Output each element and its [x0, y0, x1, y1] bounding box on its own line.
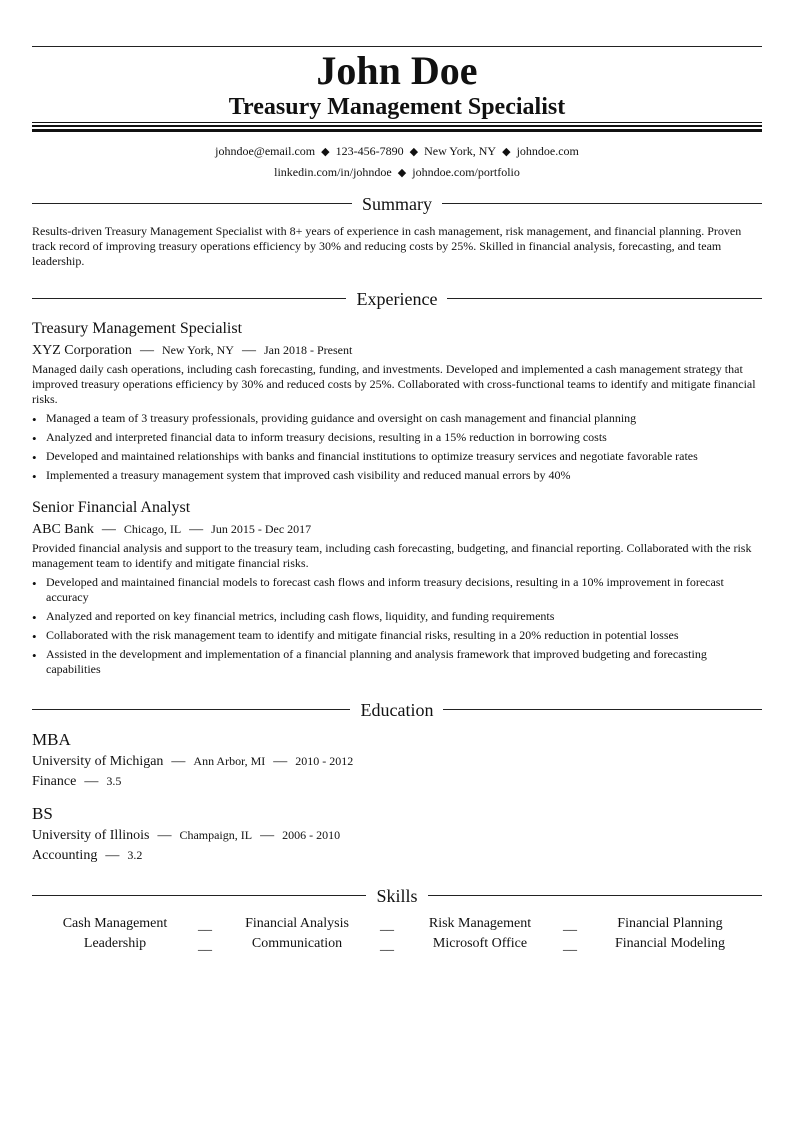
- job-title: Senior Financial Analyst: [32, 499, 191, 516]
- school-line: [32, 752, 353, 771]
- school-dates: 2010 - 2012: [295, 754, 354, 768]
- dash-separator: —: [171, 754, 186, 769]
- section-title: Summary: [352, 194, 442, 214]
- list-item: • Collaborated with the risk management team to identify and mitigate financial risks, resulting in a 20% reduction in potential losses: [32, 628, 762, 643]
- list-item: • Analyzed and interpreted financial data to inform treasury decisions, resulting in a 15% reduction in borrowing costs: [32, 430, 762, 445]
- school-line: [32, 826, 340, 845]
- dash-separator: —: [139, 343, 154, 358]
- phone-number[interactable]: 123-456-7890: [335, 144, 404, 158]
- skill-item: Risk Management: [428, 916, 532, 931]
- list-item: • Analyzed and reported on key financial metrics, including cash flows, liquidity, and funding requirements: [32, 609, 762, 624]
- summary-text: Results-driven Treasury Management Specialist with 8+ years of experience in cash management, risk management, and financial planning. Proven track record of improving treasury operations efficiency by 30% and reducing costs by 25%. Skilled in financial analysis, forecasting, and team leadership.: [32, 224, 742, 268]
- skill-item: Financial Analysis: [245, 916, 349, 931]
- dash-separator: —: [101, 522, 116, 537]
- skills-section-heading: [32, 885, 762, 907]
- skill-separator: __: [563, 938, 577, 953]
- dash-separator: —: [105, 848, 120, 863]
- skills-row: [32, 915, 762, 935]
- dash-separator: —: [241, 343, 256, 358]
- degree: MBA: [32, 730, 71, 749]
- list-item: • Implemented a treasury management system that improved cash visibility and reduced manual errors by 40%: [32, 468, 762, 483]
- diamond-separator-icon: ◆: [409, 146, 419, 158]
- experience-section-heading: [32, 288, 762, 310]
- school-location: Ann Arbor, MI: [193, 754, 266, 768]
- company-name: ABC Bank: [32, 522, 94, 537]
- gpa: 3.2: [127, 848, 143, 862]
- education-section-heading: [32, 699, 762, 721]
- diamond-separator-icon: ◆: [321, 146, 330, 158]
- dash-separator: —: [157, 828, 172, 843]
- job-description: Provided financial analysis and support to the treasury team, including cash forecasting, budgeting, and financial reporting. Collaborated with the risk management team to identify and mitigate financial risks.: [32, 541, 752, 570]
- header-rule: [32, 122, 762, 123]
- job-dates: Jun 2015 - Dec 2017: [211, 522, 312, 536]
- school-dates: 2006 - 2010: [282, 828, 341, 842]
- school-name: University of Illinois: [32, 828, 150, 843]
- candidate-title: Treasury Management Specialist: [228, 94, 566, 120]
- school-name: University of Michigan: [32, 754, 164, 769]
- candidate-name: John Doe: [316, 48, 478, 93]
- skills-grid: [32, 915, 762, 955]
- skill-separator: __: [380, 918, 394, 933]
- skill-item: Microsoft Office: [432, 936, 528, 951]
- list-item: • Developed and maintained relationships with banks and financial institutions to optimize treasury services and negotiate favorable rates: [32, 449, 762, 464]
- summary-section-heading: [32, 193, 762, 215]
- diamond-separator-icon: ◆: [397, 167, 407, 179]
- skill-separator: __: [380, 938, 394, 953]
- header-rule: [32, 125, 762, 127]
- skill-item: Cash Management: [62, 916, 168, 931]
- website-link[interactable]: johndoe.com: [516, 144, 579, 158]
- job-location: New York, NY: [161, 343, 234, 357]
- header-rule: [32, 129, 762, 132]
- field-line: [32, 772, 121, 791]
- email-link[interactable]: johndoe@email.com: [215, 144, 316, 158]
- skill-separator: __: [198, 918, 212, 933]
- job-bullets: [32, 575, 762, 681]
- job-meta: [32, 341, 352, 360]
- list-item: • Assisted in the development and implementation of a financial planning and analysis framework that improved budgeting and forecasting capabilities: [32, 647, 762, 677]
- field-line: [32, 846, 142, 865]
- job-location: Chicago, IL: [123, 522, 182, 536]
- skill-separator: __: [198, 938, 212, 953]
- job-dates: Jan 2018 - Present: [263, 343, 353, 357]
- contact-line-1: [32, 143, 762, 160]
- list-item: • Managed a team of 3 treasury professionals, providing guidance and oversight on cash management and financial planning: [32, 411, 762, 426]
- dash-separator: —: [84, 774, 99, 789]
- section-title: Education: [351, 700, 444, 720]
- list-item: • Developed and maintained financial models to forecast cash flows and inform treasury decisions, resulting in a 10% improvement in forecast accuracy: [32, 575, 762, 605]
- skill-item: Communication: [251, 936, 343, 951]
- skill-item: Leadership: [83, 936, 147, 951]
- skill-item: Financial Planning: [617, 916, 723, 931]
- school-location: Champaign, IL: [179, 828, 253, 842]
- diamond-separator-icon: ◆: [502, 146, 511, 158]
- contact-line-2: [32, 164, 762, 181]
- portfolio-link[interactable]: johndoe.com/portfolio: [412, 165, 520, 179]
- gpa: 3.5: [106, 774, 122, 788]
- skills-row: [32, 935, 762, 955]
- field-of-study: Finance: [32, 774, 77, 789]
- dash-separator: —: [273, 754, 288, 769]
- skill-separator: __: [563, 918, 577, 933]
- location: New York, NY: [424, 144, 497, 158]
- job-description: Managed daily cash operations, including cash forecasting, funding, and investments. Developed and implemented a cash management strategy that improved treasury operations efficiency by 30% and reduced costs by 25%. Collaborated with cross-functional teams to identify and mitigate financial risks.: [32, 362, 756, 406]
- job-bullets: [32, 411, 762, 487]
- section-title: Skills: [366, 886, 427, 906]
- skill-item: Financial Modeling: [614, 936, 726, 951]
- section-title: Experience: [347, 289, 448, 309]
- job-meta: [32, 520, 311, 539]
- job-title: Treasury Management Specialist: [32, 320, 243, 337]
- field-of-study: Accounting: [32, 848, 98, 863]
- dash-separator: —: [260, 828, 275, 843]
- dash-separator: —: [189, 522, 204, 537]
- linkedin-link[interactable]: linkedin.com/in/johndoe: [274, 165, 392, 179]
- company-name: XYZ Corporation: [32, 343, 132, 358]
- degree: BS: [32, 804, 53, 823]
- header-top-rule: [32, 46, 762, 47]
